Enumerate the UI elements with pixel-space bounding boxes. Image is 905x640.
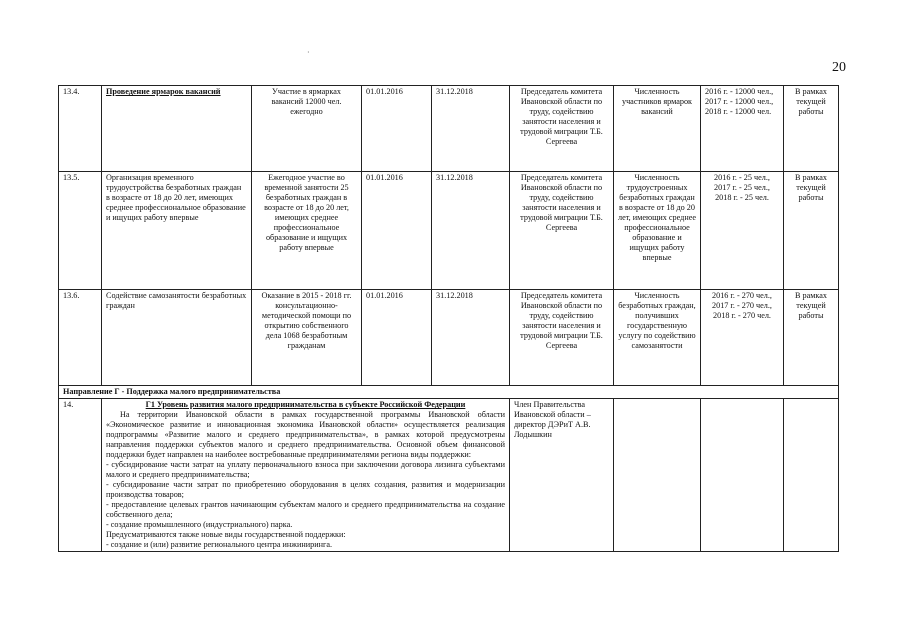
responsible-person: Член Правительства Ивановской области – директор ДЭРиТ А.В. Лодышкин xyxy=(510,399,614,552)
indicator: Численность участников ярмарок вакансий xyxy=(614,86,701,172)
funding-source: В рамках текущей работы xyxy=(784,290,839,386)
indicator: Численность безработных граждан, получивших государственную услугу по содействию самозанятости xyxy=(614,290,701,386)
narrative-paragraph: - субсидирование части затрат по приобретению оборудования в целях создания, развития и модернизации производства товаров; xyxy=(106,480,505,499)
target-value-2017: 2017 г. - 12000 чел., xyxy=(705,97,774,106)
table-row-14 xyxy=(59,399,839,552)
indicator xyxy=(614,399,701,552)
target-value-2016: 2016 г. - 25 чел., xyxy=(714,173,770,182)
target-values xyxy=(701,172,784,290)
row-number: 14. xyxy=(59,399,102,552)
responsible-person: Председатель комитета Ивановской области по труду, содействию занятости населения и трудовой миграции Т.Б. Сергеева xyxy=(510,86,614,172)
target-value-2017: 2017 г. - 270 чел., xyxy=(712,301,772,310)
table-row-13-6 xyxy=(59,290,839,386)
narrative-paragraph: Предусматриваются также новые виды государственной поддержки: xyxy=(106,530,346,539)
target-value-2018: 2018 г. - 25 чел. xyxy=(715,193,769,202)
responsible-person: Председатель комитета Ивановской области по труду, содействию занятости населения и трудовой миграции Т.Б. Сергеева xyxy=(510,290,614,386)
measure-title: Организация временного трудоустройства безработных граждан в возрасте от 18 до 20 лет, имеющих среднее профессиональное образование и ищущих работу впервые xyxy=(102,172,252,290)
direction-heading: Направление Г - Поддержка малого предпринимательства xyxy=(59,386,839,399)
narrative-paragraph: - создание и (или) развитие регионального центра инжиниринга. xyxy=(106,540,333,549)
section-title: Г1 Уровень развития малого предпринимательства в субъекте Российской Федерации xyxy=(145,400,466,409)
scan-dot: · xyxy=(307,48,310,57)
page-number: 20 xyxy=(832,60,846,75)
section-narrative xyxy=(102,399,510,552)
row-number: 13.5. xyxy=(59,172,102,290)
end-date: 31.12.2018 xyxy=(432,290,510,386)
start-date: 01.01.2016 xyxy=(362,86,432,172)
target-value-2018: 2018 г. - 12000 чел. xyxy=(705,107,772,116)
narrative-paragraph: - создание промышленного (индустриального) парка. xyxy=(106,520,293,529)
start-date: 01.01.2016 xyxy=(362,290,432,386)
funding-source: В рамках текущей работы xyxy=(784,86,839,172)
table-row-13-4 xyxy=(59,86,839,172)
narrative-paragraph: - субсидирование части затрат на уплату первоначального взноса при заключении договора лизинга субъектами малого и среднего предпринимательства; xyxy=(106,460,505,479)
funding-source xyxy=(784,399,839,552)
target-values xyxy=(701,399,784,552)
responsible-person: Председатель комитета Ивановской области по труду, содействию занятости населения и трудовой миграции Т.Б. Сергеева xyxy=(510,172,614,290)
measure-description: Участие в ярмарках вакансий 12000 чел. ежегодно xyxy=(252,86,362,172)
end-date: 31.12.2018 xyxy=(432,86,510,172)
indicator: Численность трудоустроенных безработных граждан в возрасте от 18 до 20 лет, имеющих среднее профессиональное образование и ищущих работу впервые xyxy=(614,172,701,290)
measure-description: Оказание в 2015 - 2018 гг. консультационно-методической помощи по открытию собственного дела 1068 безработным гражданам xyxy=(252,290,362,386)
measure-title: Проведение ярмарок вакансий xyxy=(102,86,252,172)
target-values xyxy=(701,290,784,386)
row-number: 13.6. xyxy=(59,290,102,386)
funding-source: В рамках текущей работы xyxy=(784,172,839,290)
direction-row xyxy=(59,386,839,399)
narrative-paragraph: - предоставление целевых грантов начинающим субъектам малого и среднего предпринимательства на создание собственного дела; xyxy=(106,500,505,519)
measure-title: Содействие самозанятости безработных граждан xyxy=(102,290,252,386)
narrative-paragraph: На территории Ивановской области в рамках государственной программы Ивановской области «Экономическое развитие и инновационная экономика Ивановской области» осуществляется реализация подпрограммы «Развитие малого и среднего предпринимательства», в рамках которой предусмотрены направления поддержки субъектов малого и среднего предпринимательства. Основной объем финансовой поддержки будет направлен на наиболее востребованные предпринимателями региона виды поддержки: xyxy=(106,410,505,459)
target-value-2016: 2016 г. - 12000 чел., xyxy=(705,87,774,96)
target-value-2018: 2018 г. - 270 чел. xyxy=(713,311,771,320)
row-number: 13.4. xyxy=(59,86,102,172)
measures-table xyxy=(58,85,839,552)
table-row-13-5 xyxy=(59,172,839,290)
end-date: 31.12.2018 xyxy=(432,172,510,290)
target-value-2016: 2016 г. - 270 чел., xyxy=(712,291,772,300)
measure-description: Ежегодное участие во временной занятости 25 безработных граждан в возрасте от 18 до 20 лет, имеющих среднее профессиональное образование и ищущих работу впервые xyxy=(252,172,362,290)
target-value-2017: 2017 г. - 25 чел., xyxy=(714,183,770,192)
target-values xyxy=(701,86,784,172)
start-date: 01.01.2016 xyxy=(362,172,432,290)
